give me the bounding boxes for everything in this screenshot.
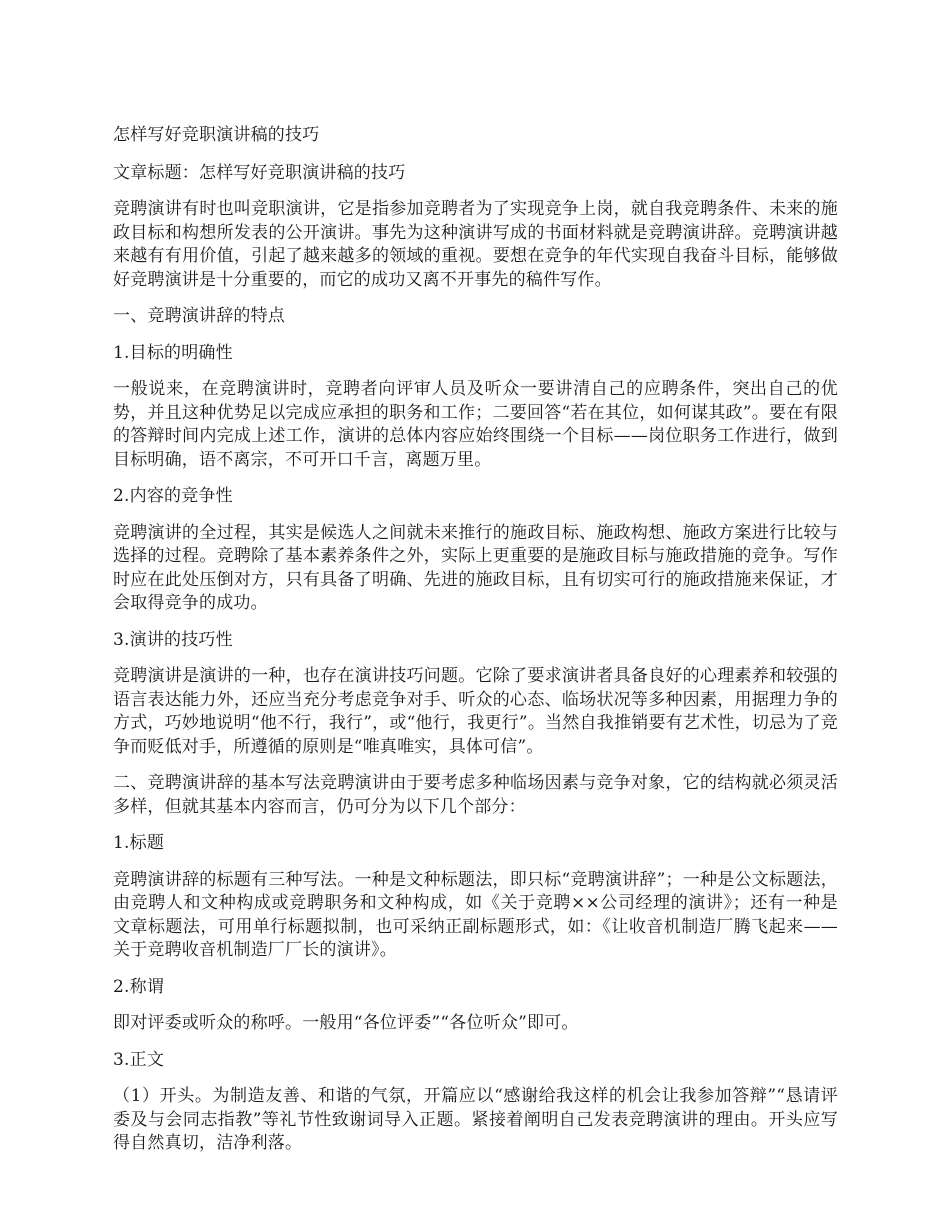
subheading-competitiveness: 2.内容的竞争性 xyxy=(113,486,233,506)
subheading-clarity: 1.目标的明确性 xyxy=(113,342,233,363)
subheading-body: 3.正文 xyxy=(113,1049,165,1070)
paragraph-title: 竞聘演讲辞的标题有三种写法。一种是文种标题法，即只标“竞聘演讲辞”；一种是公文标题法，由竞聘人和文种构成或竞聘职务和文种构成，如《关于竞聘××公司经理的演讲》；还有一种是文章标题法，可用单行标题拟制，也可采纳正副标题形式，如：《让收音机制造厂腾飞起来——关于竞聘收音机制造厂厂长的演讲》。 xyxy=(113,869,838,960)
subheading-technique: 3.演讲的技巧性 xyxy=(113,629,233,650)
document-title: 怎样写好竞职演讲稿的技巧 xyxy=(113,125,320,145)
subheading-salutation: 2.称谓 xyxy=(113,976,165,997)
subheading-title: 1.标题 xyxy=(113,833,165,853)
section-heading-basic-writing: 二、竞聘演讲辞的基本写法竞聘演讲由于要考虑多种临场因素与竞争对象，它的结构就必须灵活多样，但就其基本内容而言，仍可分为以下几个部分： xyxy=(113,773,838,817)
article-subtitle: 文章标题：怎样写好竞职演讲稿的技巧 xyxy=(113,162,406,183)
paragraph-salutation: 即对评委或听众的称呼。一般用“各位评委”“各位听众”即可。 xyxy=(113,1013,579,1033)
paragraph-competitiveness: 竞聘演讲的全过程，其实是候选人之间就未来推行的施政目标、施政构想、施政方案进行比较与选择的过程。竞聘除了基本素养条件之外，实际上更重要的是施政目标与施政措施的竞争。写作时应在此处压倒对方，只有具备了明确、先进的施政目标，且有切实可行的施政措施来保证，才会取得竞争的成功。 xyxy=(113,522,838,613)
paragraph-technique: 竞聘演讲是演讲的一种，也存在演讲技巧问题。它除了要求演讲者具备良好的心理素养和较强的语言表达能力外，还应当充分考虑竞争对手、听众的心态、临场状况等多种因素，用据理力争的方式，巧妙地说明“他不行，我行”，或“他行，我更行”。当然自我推销要有艺术性，切忌为了竞争而贬低对手，所遵循的原则是“唯真唯实，具体可信”。 xyxy=(113,666,838,757)
paragraph-opening: （1）开头。为制造友善、和谐的气氛，开篇应以“感谢给我这样的机会让我参加答辩”“恳请评委及与会同志指教”等礼节性致谢词导入正题。紧接着阐明自己发表竞聘演讲的理由。开头应写得自然真切，洁净利落。 xyxy=(113,1086,838,1153)
section-heading-features: 一、竞聘演讲辞的特点 xyxy=(113,306,285,326)
intro-paragraph: 竞聘演讲有时也叫竞职演讲，它是指参加竞聘者为了实现竞争上岗，就自我竞聘条件、未来的施政目标和构想所发表的公开演讲。事先为这种演讲写成的书面材料就是竞聘演讲辞。竞聘演讲越来越有有用价值，引起了越来越多的领域的重视。要想在竞争的年代实现自我奋斗目标，能够做好竞聘演讲是十分重要的，而它的成功又离不开事先的稿件写作。 xyxy=(113,199,838,290)
paragraph-clarity: 一般说来，在竞聘演讲时，竞聘者向评审人员及听众一要讲清自己的应聘条件，突出自己的优势，并且这种优势足以完成应承担的职务和工作；二要回答“若在其位，如何谋其政”。要在有限的答辩时间内完成上述工作，演讲的总体内容应始终围绕一个目标——岗位职务工作进行，做到目标明确，语不离宗，不可开口千言，离题万里。 xyxy=(113,379,838,470)
